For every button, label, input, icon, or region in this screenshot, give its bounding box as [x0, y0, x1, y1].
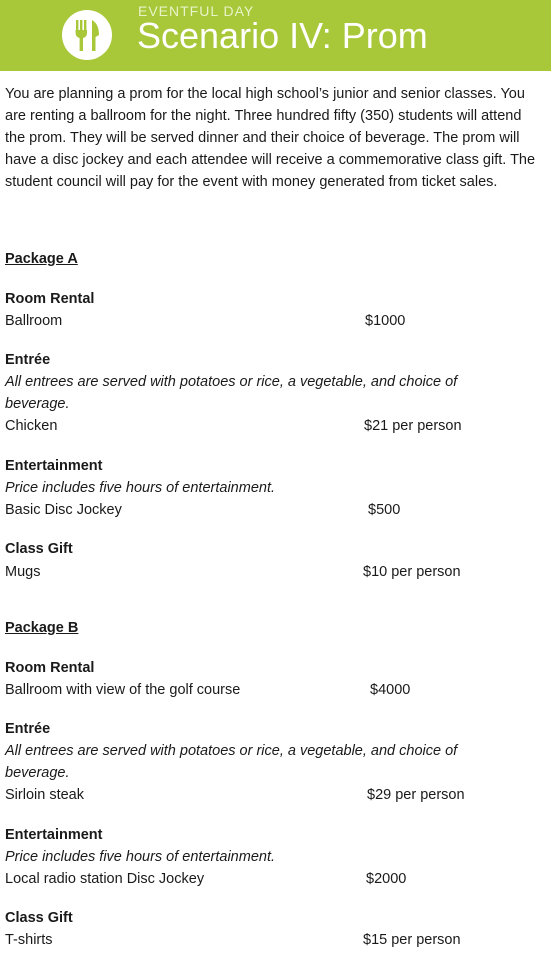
- package-a-entree-note: All entrees are served with potatoes or rice, a vegetable, and choice of beverage.: [5, 374, 458, 412]
- package-b-entertainment-item: Local radio station Disc Jockey: [5, 871, 205, 887]
- package-b-room-price: $4000: [370, 682, 411, 698]
- page-title: Scenario IV: Prom: [137, 15, 428, 56]
- package-a-room-item: Ballroom: [5, 313, 63, 329]
- page-header: [0, 0, 551, 71]
- content: [5, 83, 541, 948]
- package-a-entree-item: Chicken: [5, 418, 58, 434]
- package-a-entertainment-item: Basic Disc Jockey: [5, 502, 122, 518]
- package-a-gift-item: Mugs: [5, 564, 41, 580]
- package-b-entertainment-heading: Entertainment: [5, 827, 103, 843]
- package-a-entree-price: $21 per person: [364, 418, 462, 434]
- package-a-room-price: $1000: [365, 313, 406, 329]
- package-a-room-heading: Room Rental: [5, 291, 95, 307]
- package-a-gift-price: $10 per person: [363, 564, 461, 580]
- package-a-entertainment-note: Price includes five hours of entertainment.: [5, 480, 275, 496]
- package-b-gift-price: $15 per person: [363, 932, 461, 948]
- package-b-entree-item: Sirloin steak: [5, 787, 84, 803]
- fork-knife-icon: [62, 10, 112, 60]
- package-b-room-heading: Room Rental: [5, 660, 95, 676]
- package-b-gift-item: T-shirts: [5, 932, 53, 948]
- package-a-title: Package A: [5, 251, 78, 267]
- package-b-title: Package B: [5, 620, 79, 636]
- package-b-room-item: Ballroom with view of the golf course: [5, 682, 241, 698]
- intro-paragraph: You are planning a prom for the local high school’s junior and senior classes. You are renting a ballroom for the night. Three hundred fifty (350) students will attend the prom. They will be served dinner and their choice of beverage. The prom will have a disc jockey and each attendee will receive a commemorative class gift. The student council will pay for the event with money generated from ticket sales.: [5, 86, 536, 191]
- package-b-entree-price: $29 per person: [367, 787, 465, 803]
- package-b-entertainment-price: $2000: [366, 871, 407, 887]
- package-b-entertainment-note: Price includes five hours of entertainment.: [5, 849, 275, 865]
- header-kicker: EVENTFUL DAY: [138, 3, 255, 19]
- package-b-entree-heading: Entrée: [5, 721, 51, 737]
- package-a-entertainment-heading: Entertainment: [5, 458, 103, 474]
- package-a-entertainment-price: $500: [368, 502, 401, 518]
- package-a-gift-heading: Class Gift: [5, 541, 73, 557]
- package-b-entree-note: All entrees are served with potatoes or rice, a vegetable, and choice of beverage.: [5, 743, 458, 781]
- package-b-gift-heading: Class Gift: [5, 910, 73, 926]
- package-a-entree-heading: Entrée: [5, 352, 51, 368]
